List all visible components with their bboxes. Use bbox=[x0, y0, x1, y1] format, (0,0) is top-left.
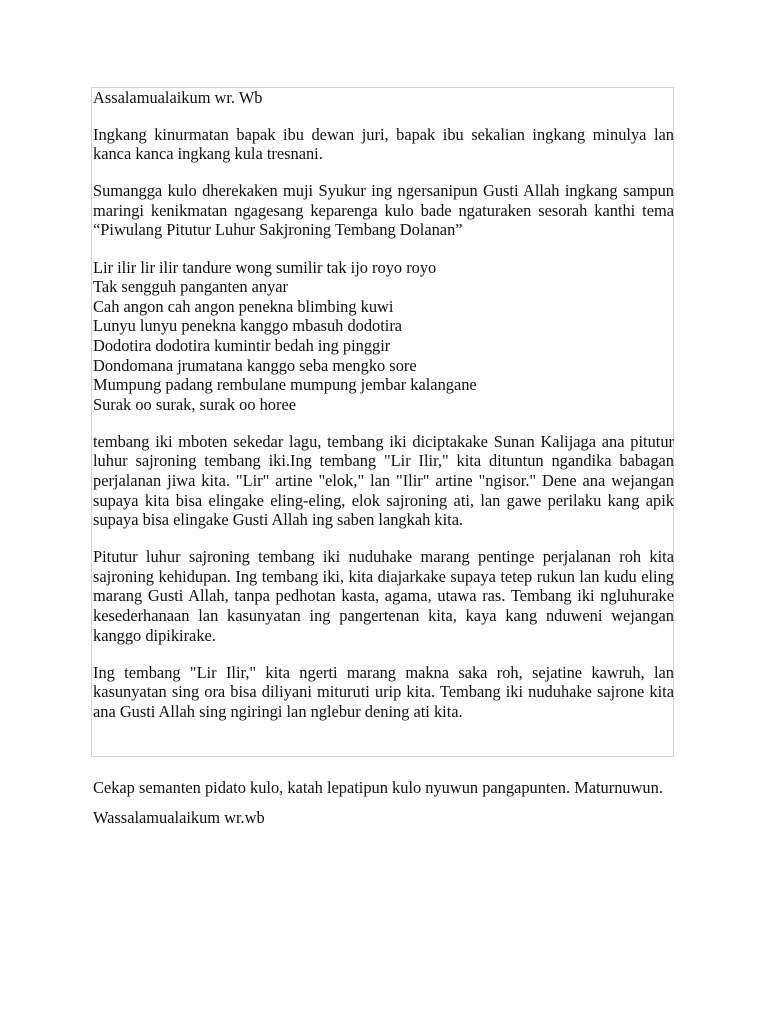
lyric-line: Surak oo surak, surak oo horee bbox=[93, 394, 297, 414]
farewell-line: Wassalamualaikum wr.wb bbox=[93, 808, 265, 827]
lyric-line: Cah angon cah angon penekna blimbing kuwi bbox=[93, 296, 394, 316]
body-paragraph-2: Pitutur luhur sajroning tembang iki nuduhake marang pentinge perjalanan roh kita sajroning kehidupan. Ing tembang iki, kita diajarkake supaya tetep rukun lan kudu eling marang Gusti Allah, tanpa pedhotan kasta, agama, utawa ras. Tembang iki ngluhurake kesederhanaan lan kasunyatan ing pangertenan kita, kaya kang nduweni wejangan kanggo dipikirake. bbox=[93, 547, 674, 645]
lyric-line: Lunyu lunyu penekna kanggo mbasuh dodotira bbox=[93, 316, 403, 336]
speech-content bbox=[93, 88, 674, 739]
closing-paragraph: Cekap semanten pidato kulo, katah lepatipun kulo nyuwun pangapunten. Maturnuwun. bbox=[93, 778, 663, 797]
lyric-line: Tak sengguh panganten anyar bbox=[93, 277, 289, 297]
salutation-paragraph: Ingkang kinurmatan bapak ibu dewan juri, bapak ibu sekalian ingkang minulya lan kanca kanca ingkang kula tresnani. bbox=[93, 124, 674, 164]
lyric-line: Lir ilir lir ilir tandure wong sumilir tak ijo royo royo bbox=[93, 257, 437, 277]
lyric-line: Dodotira dodotira kumintir bedah ing pinggir bbox=[93, 335, 391, 355]
song-lyrics bbox=[93, 258, 674, 415]
greeting-line: Assalamualaikum wr. Wb bbox=[93, 88, 263, 107]
intro-paragraph: Sumangga kulo dherekaken muji Syukur ing ngersanipun Gusti Allah ingkang sampun maringi kenikmatan ngagesang keparenga kulo bade ngaturaken sesorah kanthi tema “Piwulang Pitutur Luhur Sakjroning Tembang Dolanan” bbox=[93, 181, 674, 240]
lyric-line: Mumpung padang rembulane mumpung jembar kalangane bbox=[93, 375, 477, 395]
lyric-line: Dondomana jrumatana kanggo seba mengko sore bbox=[93, 355, 417, 375]
body-paragraph-1: tembang iki mboten sekedar lagu, tembang iki diciptakake Sunan Kalijaga ana pitutur luhur sajroning tembang iki.Ing tembang "Lir Ilir," kita dituntun ngandika babagan perjalanan jiwa kita. "Lir" artine "elok," lan "Ilir" artine "ngisor." Dene ana wejangan supaya kita bisa elingake eling-eling, elok sajroning ati, lan gawe perilaku kang apik supaya bisa elingake Gusti Allah ing saben langkah kita. bbox=[93, 431, 674, 530]
speech-closing bbox=[93, 778, 674, 838]
body-paragraph-3: Ing tembang "Lir Ilir," kita ngerti marang makna saka roh, sejatine kawruh, lan kasunyatan sing ora bisa diliyani mituruti urip kita. Tembang iki nuduhake sajrone kita ana Gusti Allah sing ngiringi lan nglebur dening ati kita. bbox=[93, 662, 674, 721]
